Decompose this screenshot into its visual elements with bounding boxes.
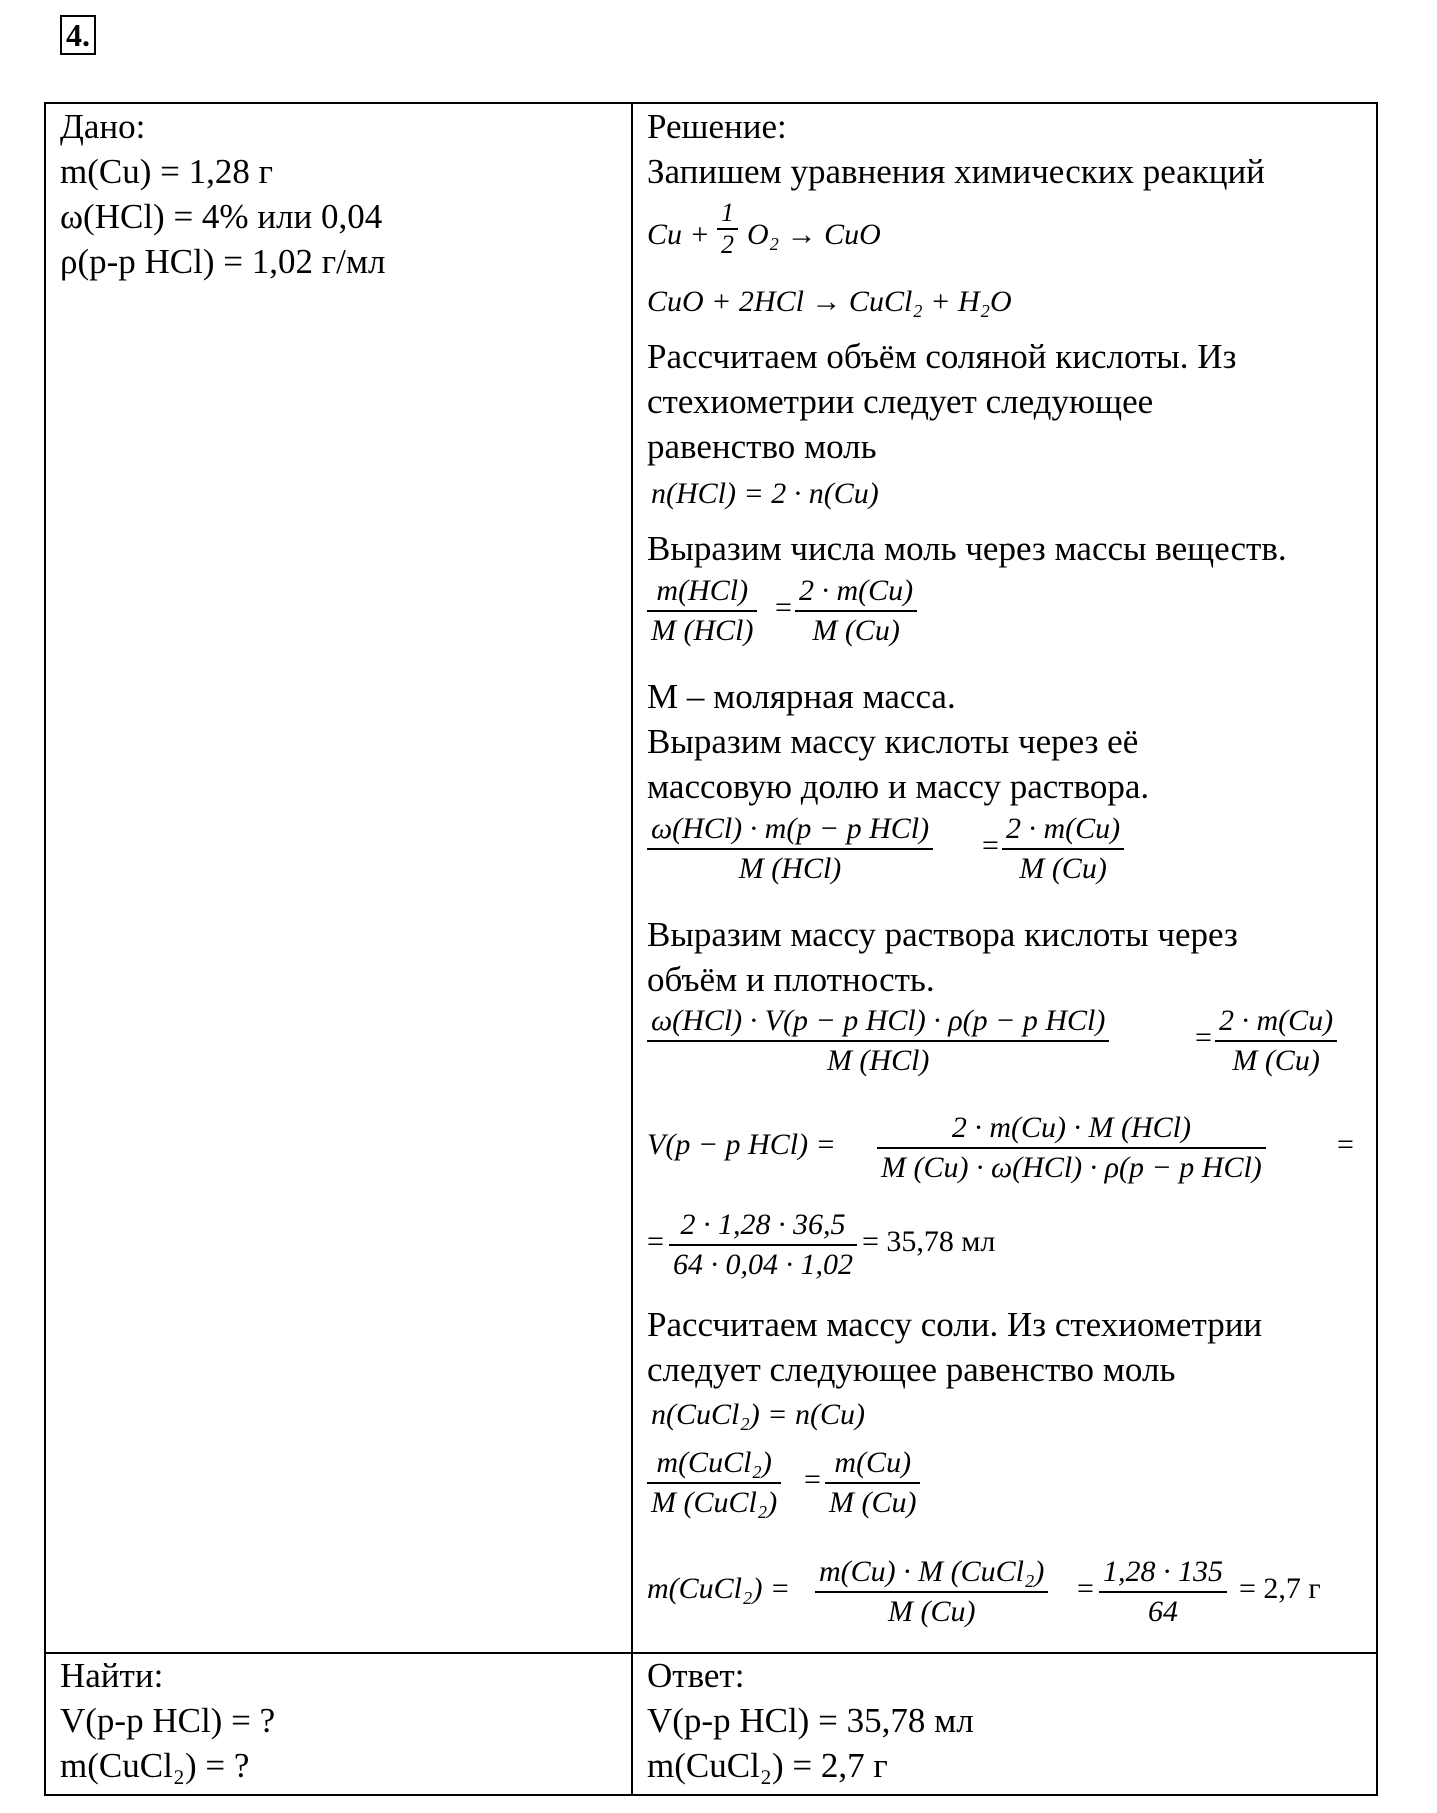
solution-text: следует следующее равенство моль: [647, 1350, 1176, 1389]
denominator: M (HCl): [738, 852, 842, 885]
fraction: [647, 1002, 1109, 1080]
equals-sign: =: [775, 591, 792, 624]
find-line: m(CuCl₂) = ?: [60, 1746, 250, 1785]
equation-1: n(HCl) = 2 · n(Cu): [651, 477, 879, 510]
solution-header: Решение:: [647, 107, 787, 146]
numerator: 1: [721, 198, 734, 227]
solution-text: М – молярная масса.: [647, 677, 956, 716]
solution-text: Рассчитаем массу соли. Из стехиометрии: [647, 1305, 1263, 1344]
numerator: 2 · m(Cu) · M (HCl): [951, 1111, 1191, 1144]
fraction: [877, 1109, 1266, 1187]
answer-header: Ответ:: [647, 1656, 745, 1695]
solution-text: Запишем уравнения химических реакций: [647, 152, 1265, 191]
reaction-1-right: O₂ → CuO: [747, 218, 881, 251]
equation-9-result: = 2,7 г: [1239, 1572, 1321, 1605]
numerator: ω(HCl) · m(p − p HCl): [651, 812, 930, 845]
denominator: M (Cu): [1232, 1044, 1320, 1077]
numerator: m(Cu): [834, 1446, 912, 1479]
fraction: [815, 1553, 1048, 1631]
denominator: M (HCl): [826, 1044, 930, 1077]
given-line: ρ(р-р HCl) = 1,02 г/мл: [60, 242, 386, 281]
denominator: M (HCl): [651, 614, 754, 647]
denominator: 2: [721, 230, 734, 259]
fraction: [1099, 1553, 1227, 1631]
answer-line: m(CuCl₂) = 2,7 г: [647, 1746, 888, 1785]
numerator: 2 · m(Cu): [1006, 812, 1121, 845]
answer-line: V(р-р HCl) = 35,78 мл: [647, 1701, 974, 1740]
denominator: 64 · 0,04 · 1,02: [673, 1248, 853, 1281]
numerator: m(CuCl₂): [656, 1446, 772, 1479]
equals-sign: =: [982, 829, 999, 862]
find-line: V(р-р HCl) = ?: [60, 1701, 276, 1740]
fraction: [647, 810, 933, 888]
find-header: Найти:: [60, 1656, 164, 1695]
solution-text: массовую долю и массу раствора.: [647, 767, 1150, 806]
problem-number: 4.: [60, 15, 96, 55]
solution-text: Выразим массу раствора кислоты через: [647, 915, 1238, 954]
solution-text: Выразим массу кислоты через её: [647, 722, 1139, 761]
equation-5-left: V(p − p HCl) =: [647, 1128, 836, 1161]
solution-table: [44, 102, 1378, 1796]
fraction: [795, 572, 917, 650]
denominator: M (Cu): [829, 1486, 917, 1519]
solution-text: объём и плотность.: [647, 960, 935, 999]
numerator: ω(HCl) · V(p − p HCl) · ρ(p − p HCl): [651, 1004, 1106, 1037]
given-line: ω(HCl) = 4% или 0,04: [60, 197, 383, 236]
numerator: 2 · m(Cu): [799, 574, 914, 607]
equation-6-result: = 35,78 мл: [862, 1225, 996, 1258]
denominator: M (Cu): [1019, 852, 1107, 885]
denominator: M (Cu): [812, 614, 900, 647]
equation-9-left: m(CuCl₂) =: [647, 1572, 791, 1605]
equals-sign: =: [804, 1463, 821, 1496]
numerator: 1,28 · 135: [1103, 1555, 1223, 1588]
solution-section: [647, 104, 1367, 1652]
reaction-2: CuO + 2HCl → CuCl₂ + H₂O: [647, 285, 1012, 318]
denominator: M (CuCl₂): [651, 1486, 778, 1519]
fraction: [647, 572, 757, 650]
fraction: [669, 1206, 857, 1284]
denominator: M (Cu) · ω(HCl) · ρ(p − p HCl): [881, 1151, 1262, 1184]
equals-sign: =: [1337, 1128, 1354, 1161]
numerator: 2 · 1,28 · 36,5: [680, 1208, 846, 1241]
find-section: [60, 1653, 275, 1788]
given-line: m(Cu) = 1,28 г: [60, 152, 273, 191]
solution-text: Выразим числа моль через массы веществ.: [647, 529, 1287, 568]
equals-sign: =: [647, 1225, 664, 1258]
column-divider: [631, 104, 633, 1794]
solution-text: Рассчитаем объём соляной кислоты. Из: [647, 337, 1237, 376]
reaction-1-left: Cu +: [647, 218, 710, 251]
fraction: [825, 1444, 920, 1522]
given-header: Дано:: [60, 107, 146, 146]
fraction: [1215, 1002, 1337, 1080]
fraction: [717, 198, 738, 260]
given-section: [60, 104, 385, 284]
fraction: [1002, 810, 1124, 888]
denominator: 64: [1148, 1595, 1178, 1628]
equals-sign: =: [1195, 1021, 1212, 1054]
numerator: m(Cu) · M (CuCl₂): [819, 1555, 1045, 1588]
solution-text: равенство моль: [647, 427, 877, 466]
equals-sign: =: [1077, 1572, 1094, 1605]
answer-section: [647, 1653, 1367, 1788]
numerator: m(HCl): [656, 574, 749, 607]
numerator: 2 · m(Cu): [1219, 1004, 1334, 1037]
fraction: [647, 1444, 781, 1522]
denominator: M (Cu): [887, 1595, 976, 1628]
equation-7: n(CuCl₂) = n(Cu): [651, 1398, 865, 1431]
solution-text: стехиометрии следует следующее: [647, 382, 1154, 421]
